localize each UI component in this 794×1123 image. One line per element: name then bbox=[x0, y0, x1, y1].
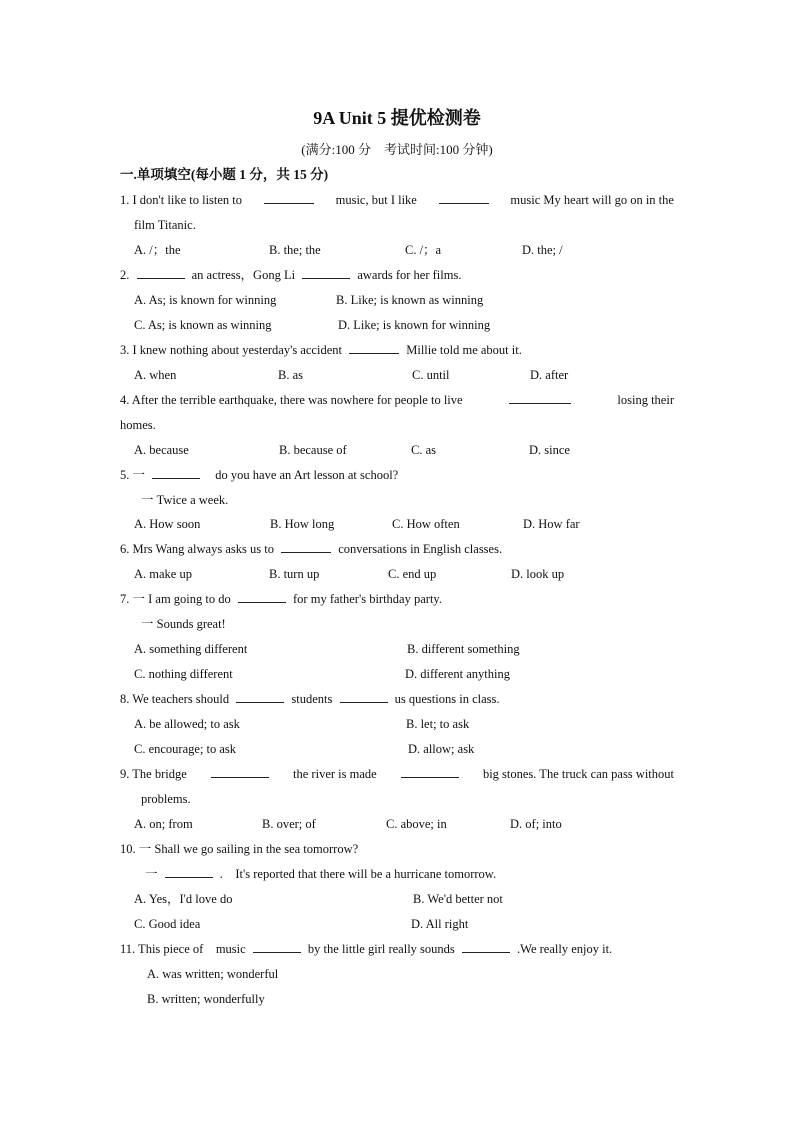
answer-blank[interactable] bbox=[281, 539, 331, 553]
stem-text: 8. We teachers should bbox=[120, 692, 230, 706]
option-c[interactable]: C. nothing different bbox=[134, 667, 233, 681]
answer-blank[interactable] bbox=[401, 764, 459, 778]
option-a[interactable]: A. because bbox=[134, 443, 189, 457]
option-c[interactable]: C. How often bbox=[392, 517, 460, 531]
answer-blank[interactable] bbox=[165, 864, 213, 878]
option-d[interactable]: D. different anything bbox=[405, 667, 510, 681]
option-d[interactable]: D. of; into bbox=[510, 817, 562, 831]
option-d[interactable]: D. allow; ask bbox=[408, 742, 475, 756]
option-b[interactable]: B. Like; is known as winning bbox=[336, 293, 484, 307]
stem-text: awards for her films. bbox=[357, 268, 462, 282]
answer-blank[interactable] bbox=[236, 689, 284, 703]
answer-blank[interactable] bbox=[349, 340, 399, 354]
option-b[interactable]: B. written; wonderfully bbox=[147, 992, 265, 1006]
stem-text: . It's reported that there will be a hurricane tomorrow. bbox=[219, 867, 497, 881]
section-heading: 一.单项填空(每小题 1 分，共 15 分) bbox=[120, 167, 329, 182]
answer-blank[interactable] bbox=[152, 465, 200, 479]
question-2-stem bbox=[120, 265, 461, 285]
answer-blank[interactable] bbox=[340, 689, 388, 703]
stem-text: 4. After the terrible earthquake, there was nowhere for people to live bbox=[120, 393, 463, 407]
question-11-stem bbox=[120, 939, 612, 959]
answer-blank[interactable] bbox=[462, 939, 510, 953]
answer-blank[interactable] bbox=[253, 939, 301, 953]
question-4-stem bbox=[120, 390, 674, 410]
option-b[interactable]: B. We'd better not bbox=[413, 892, 503, 906]
option-c[interactable]: C. as bbox=[411, 443, 436, 457]
option-a[interactable]: A. /；the bbox=[134, 243, 181, 257]
answer-blank[interactable] bbox=[302, 265, 350, 279]
stem-text: an actress，Gong Li bbox=[191, 268, 296, 282]
option-d[interactable]: D. since bbox=[529, 443, 570, 457]
stem-text: 9. The bridge bbox=[120, 767, 187, 781]
question-4-continuation: homes. bbox=[120, 418, 156, 432]
page-title: 9A Unit 5 提优检测卷 bbox=[313, 108, 481, 128]
option-c[interactable]: C. As; is known as winning bbox=[134, 318, 272, 332]
option-a[interactable]: A. be allowed; to ask bbox=[134, 717, 240, 731]
option-b[interactable]: B. over; of bbox=[262, 817, 316, 831]
stem-text: 一 bbox=[145, 867, 158, 881]
option-d[interactable]: D. the; / bbox=[522, 243, 563, 257]
stem-text: Millie told me about it. bbox=[406, 343, 522, 357]
option-c[interactable]: C. /；a bbox=[405, 243, 442, 257]
option-a[interactable]: A. when bbox=[134, 368, 177, 382]
answer-blank[interactable] bbox=[211, 764, 269, 778]
option-c[interactable]: C. above; in bbox=[386, 817, 447, 831]
question-10-reply bbox=[145, 864, 496, 884]
question-3-stem bbox=[120, 340, 522, 360]
question-1-continuation: film Titanic. bbox=[134, 218, 196, 232]
stem-text: the river is made bbox=[293, 767, 377, 781]
question-7-stem bbox=[120, 589, 442, 609]
option-b[interactable]: B. let; to ask bbox=[406, 717, 470, 731]
stem-text: 11. This piece of music bbox=[120, 942, 246, 956]
option-a[interactable]: A. was written; wonderful bbox=[147, 967, 279, 981]
stem-text: by the little girl really sounds bbox=[307, 942, 455, 956]
question-7-reply: 一 Sounds great! bbox=[141, 617, 226, 631]
answer-blank[interactable] bbox=[238, 589, 286, 603]
question-8-stem bbox=[120, 689, 500, 709]
option-a[interactable]: A. As; is known for winning bbox=[134, 293, 277, 307]
stem-text: 6. Mrs Wang always asks us to bbox=[120, 542, 274, 556]
stem-text: us questions in class. bbox=[394, 692, 500, 706]
question-6-stem bbox=[120, 539, 502, 559]
option-b[interactable]: B. turn up bbox=[269, 567, 320, 581]
stem-text: for my father's birthday party. bbox=[293, 592, 442, 606]
answer-blank[interactable] bbox=[264, 190, 314, 204]
option-b[interactable]: B. as bbox=[278, 368, 303, 382]
question-10-stem: 10. 一 Shall we go sailing in the sea tomorrow? bbox=[120, 842, 359, 856]
stem-text: do you have an Art lesson at school? bbox=[215, 468, 399, 482]
option-b[interactable]: B. because of bbox=[279, 443, 347, 457]
option-c[interactable]: C. encourage; to ask bbox=[134, 742, 237, 756]
option-a[interactable]: A. How soon bbox=[134, 517, 201, 531]
stem-text: music My heart will go on in the bbox=[510, 193, 674, 207]
page-subtitle: (满分:100 分 考试时间:100 分钟) bbox=[301, 142, 493, 157]
stem-text: music, but I like bbox=[335, 193, 417, 207]
stem-text: students bbox=[291, 692, 333, 706]
question-5-reply: 一 Twice a week. bbox=[141, 493, 229, 507]
option-a[interactable]: A. on; from bbox=[134, 817, 193, 831]
stem-text: 5. 一 bbox=[120, 468, 146, 482]
option-b[interactable]: B. How long bbox=[270, 517, 335, 531]
stem-text: 2. bbox=[120, 268, 130, 282]
option-a[interactable]: A. make up bbox=[134, 567, 192, 581]
stem-text: losing their bbox=[617, 393, 674, 407]
stem-text: 3. I knew nothing about yesterday's accident bbox=[120, 343, 342, 357]
option-d[interactable]: D. after bbox=[530, 368, 569, 382]
option-b[interactable]: B. the; the bbox=[269, 243, 321, 257]
stem-text: 7. 一 I am going to do bbox=[120, 592, 231, 606]
question-5-stem bbox=[120, 465, 398, 485]
stem-text: big stones. The truck can pass without bbox=[482, 767, 674, 781]
option-d[interactable]: D. How far bbox=[523, 517, 580, 531]
option-d[interactable]: D. Like; is known for winning bbox=[338, 318, 491, 332]
answer-blank[interactable] bbox=[439, 190, 489, 204]
question-1-stem bbox=[120, 190, 674, 210]
option-a[interactable]: A. something different bbox=[134, 642, 248, 656]
question-9-continuation: problems. bbox=[141, 792, 191, 806]
option-c[interactable]: C. Good idea bbox=[134, 917, 201, 931]
stem-text: 1. I don't like to listen to bbox=[120, 193, 243, 207]
answer-blank[interactable] bbox=[509, 390, 571, 404]
stem-text: .We really enjoy it. bbox=[517, 942, 613, 956]
option-b[interactable]: B. different something bbox=[407, 642, 520, 656]
option-c[interactable]: C. until bbox=[412, 368, 450, 382]
option-d[interactable]: D. All right bbox=[411, 917, 469, 931]
stem-text: conversations in English classes. bbox=[338, 542, 503, 556]
question-9-stem bbox=[120, 764, 674, 784]
option-a[interactable]: A. Yes，I'd love do bbox=[134, 892, 233, 906]
answer-blank[interactable] bbox=[137, 265, 185, 279]
option-c[interactable]: C. end up bbox=[388, 567, 437, 581]
option-d[interactable]: D. look up bbox=[511, 567, 565, 581]
